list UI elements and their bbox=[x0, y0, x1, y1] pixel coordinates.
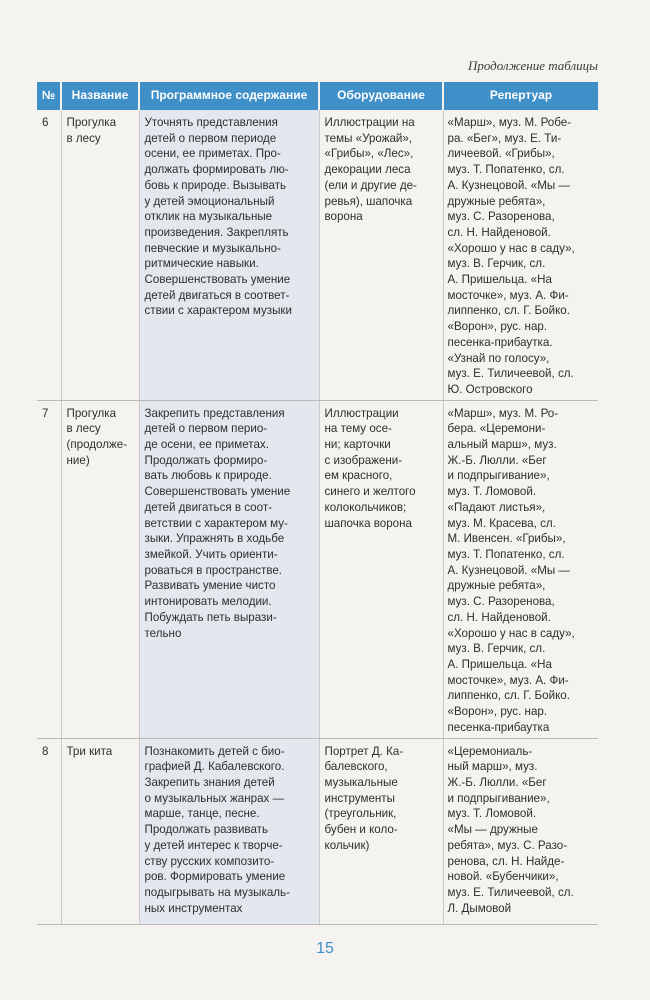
table-header-row bbox=[37, 82, 598, 110]
program-content-cell: Уточнять представления детей о первом периоде осени, ее приметах. Про- должать формировать лю- бовь к природе. Вызывать у детей эмоциональный отклик на музыкальные произведения. Закреплять певческие и музыкально- ритмические навыки. Совершенствовать умение детей двигаться в соответ- ствии с характером музыки bbox=[139, 110, 319, 400]
equipment-cell: Иллюстрации на тему осе- ни; карточки с изображени- ем красного, синего и желтого колокольчиков; шапочка ворона bbox=[319, 400, 443, 738]
lesson-name: Прогулка в лесу (продолже- ние) bbox=[61, 400, 139, 738]
table-continuation-caption: Продолжение таблицы bbox=[467, 58, 598, 73]
row-number: 6 bbox=[37, 110, 61, 400]
header-program-content: Программное содержание bbox=[139, 82, 319, 110]
lesson-name: Прогулка в лесу bbox=[61, 110, 139, 400]
lesson-name: Три кита bbox=[61, 738, 139, 924]
repertoire-cell: «Марш», муз. М. Ро- бера. «Церемони- альный марш», муз. Ж.-Б. Люлли. «Бег и подпрыгивание», муз. Т. Ломовой. «Падают листья», муз. М. Красева, сл. М. Ивенсен. «Грибы», муз. Т. Попатенко, сл. А. Кузнецовой. «Мы — дружные ребята», муз. С. Разоренова, сл. Н. Найденовой. «Хорошо у нас в саду», муз. В. Герчик, сл. А. Пришельца. «На мосточке», муз. А. Фи- липпенко, сл. Г. Бойко. «Ворон», рус. нар. песенка-прибаутка bbox=[443, 400, 598, 738]
program-content-cell: Познакомить детей с био- графией Д. Кабалевского. Закрепить знания детей о музыкальных жанрах — марше, танце, песне. Продолжать развивать у детей интерес к творче- ству русских композито- ров. Формировать умение подыгрывать на музыкаль- ных инструментах bbox=[139, 738, 319, 924]
header-repertoire: Репертуар bbox=[443, 82, 598, 110]
equipment-cell: Портрет Д. Ка- балевского, музыкальные инструменты (треугольник, бубен и коло- кольчик) bbox=[319, 738, 443, 924]
lesson-plan-table bbox=[37, 82, 598, 925]
equipment-cell: Иллюстрации на темы «Урожай», «Грибы», «Лес», декорации леса (ели и другие де- ревья), шапочка ворона bbox=[319, 110, 443, 400]
program-content-cell: Закрепить представления детей о первом перио- де осени, ее приметах. Продолжать формиро- вать любовь к природе. Совершенствовать умение детей двигаться в соот- ветствии с характером му- зыки. Упражнять в ходьбе змейкой. Учить ориенти- роваться в пространстве. Развивать умение чисто интонировать мелодии. Побуждать петь вырази- тельно bbox=[139, 400, 319, 738]
table-row bbox=[37, 110, 598, 400]
header-number: № bbox=[37, 82, 61, 110]
row-number: 8 bbox=[37, 738, 61, 924]
table-row bbox=[37, 738, 598, 924]
header-equipment: Оборудование bbox=[319, 82, 443, 110]
repertoire-cell: «Марш», муз. М. Робе- ра. «Бег», муз. Е. Ти- личеевой. «Грибы», муз. Т. Попатенко, сл. А. Кузнецовой. «Мы — дружные ребята», муз. С. Разоренова, сл. Н. Найденовой. «Хорошо у нас в саду», муз. В. Герчик, сл. А. Пришельца. «На мосточке», муз. А. Фи- липпенко, сл. Г. Бойко. «Ворон», рус. нар. песенка-прибаутка. «Узнай по голосу», муз. Е. Тиличеевой, сл. Ю. Островского bbox=[443, 110, 598, 400]
header-name: Название bbox=[61, 82, 139, 110]
repertoire-cell: «Церемониаль- ный марш», муз. Ж.-Б. Люлли. «Бег и подпрыгивание», муз. Т. Ломовой. «Мы — дружные ребята», муз. С. Разо- ренова, сл. Н. Найде- новой. «Бубенчики», муз. Е. Тиличеевой, сл. Л. Дымовой bbox=[443, 738, 598, 924]
table-row bbox=[37, 400, 598, 738]
page-number: 15 bbox=[316, 940, 334, 957]
row-number: 7 bbox=[37, 400, 61, 738]
